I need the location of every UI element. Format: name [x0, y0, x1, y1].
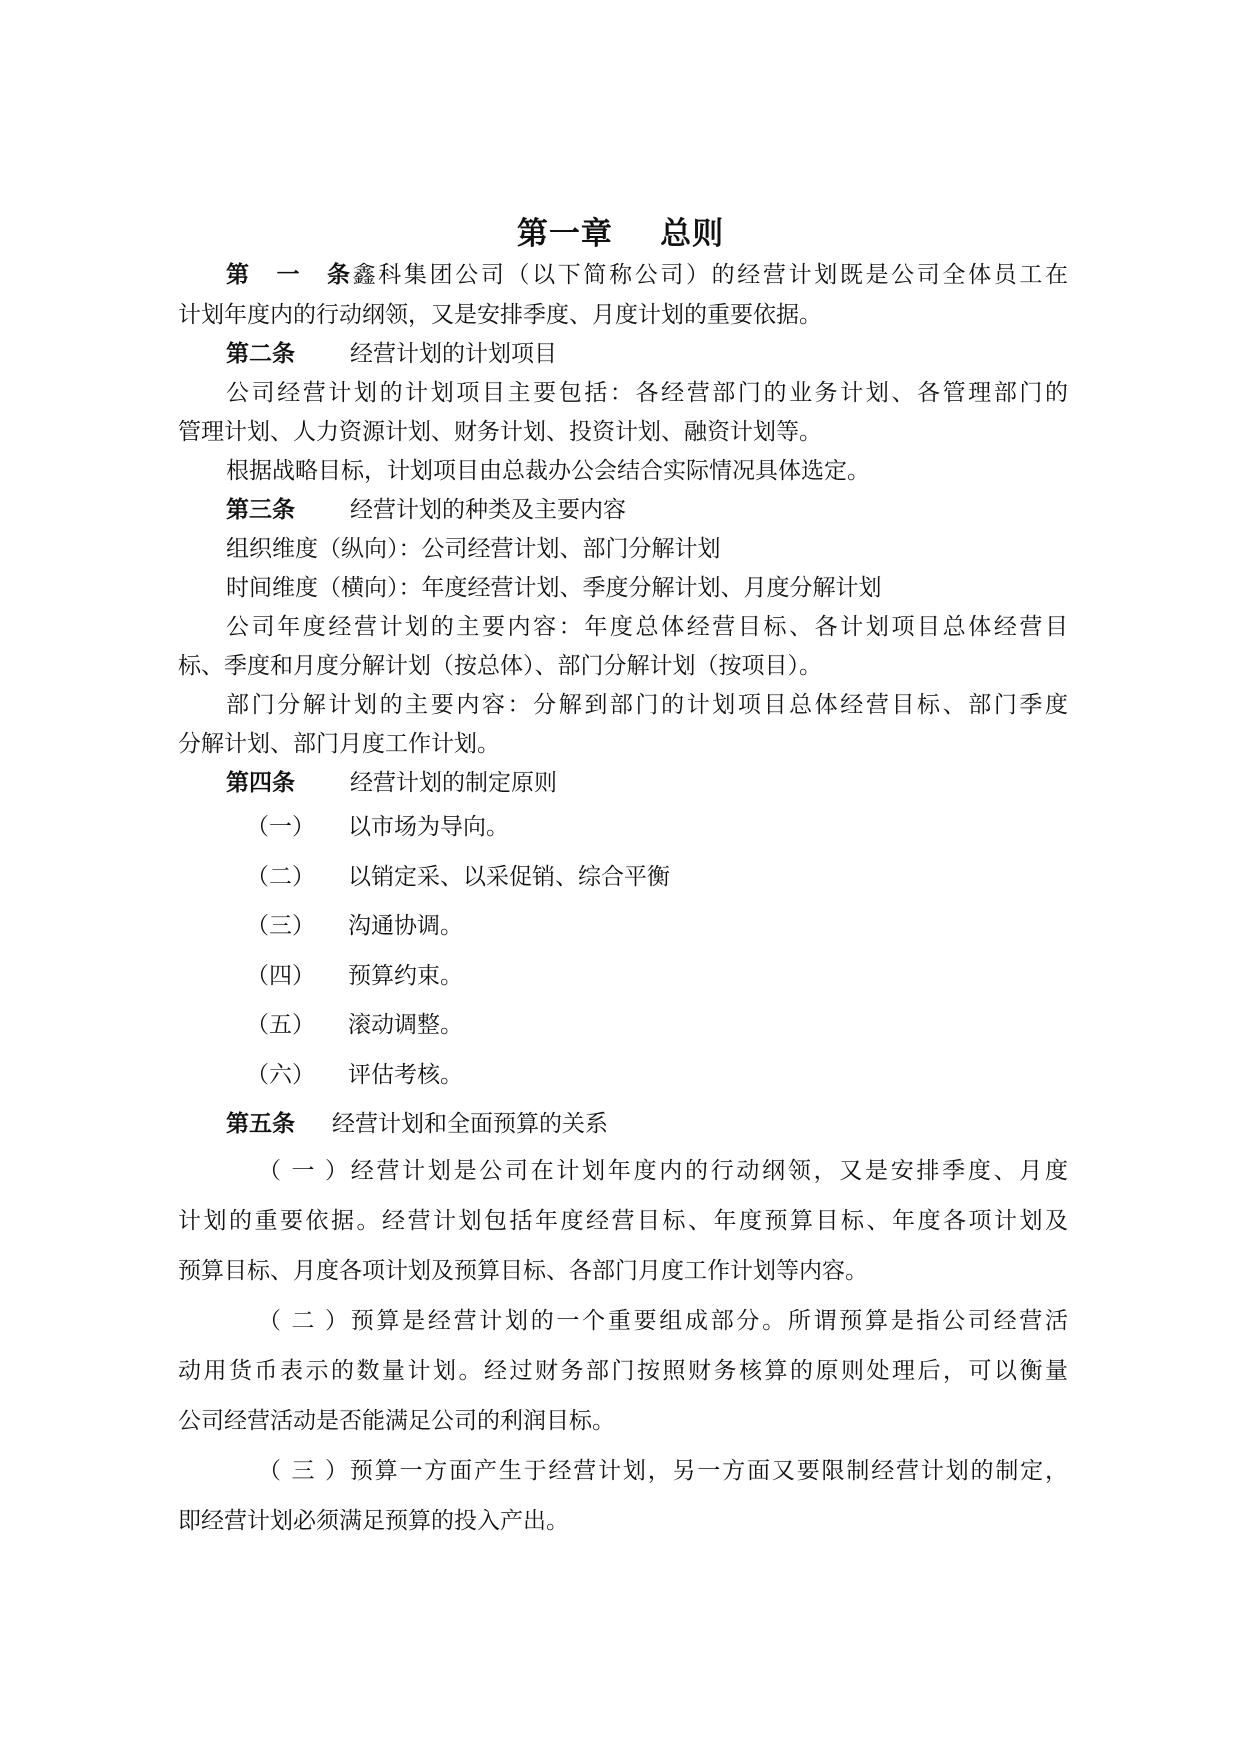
principle-item — [246, 862, 1068, 892]
relation-2-text: 预算是经营计划的一个重要组成部分。所谓预算是指公司经营活 — [348, 1308, 1068, 1334]
article2-p1-line1: 公司经营计划的计划项目主要包括：各经营部门的业务计划、各管理部门的 — [226, 380, 1068, 406]
principle-item — [246, 1010, 1068, 1040]
principle-item — [246, 961, 1068, 991]
principle-text: 滚动调整。 — [348, 1012, 463, 1038]
article4-label: 第四条 — [226, 770, 295, 796]
relation-1-number: （一） — [258, 1158, 348, 1184]
relation-2-number: （二） — [258, 1308, 348, 1334]
relation-3-line1 — [258, 1456, 1068, 1486]
relation-2-line1 — [258, 1306, 1068, 1336]
relation-3-number: （三） — [258, 1458, 348, 1484]
article3-annual-line2: 标、季度和月度分解计划（按总体）、部门分解计划（按项目）。 — [178, 653, 822, 679]
article2-heading-line — [226, 339, 1068, 369]
article3-annual-line1: 公司年度经营计划的主要内容：年度总体经营目标、各计划项目总体经营目 — [226, 614, 1068, 640]
principle-number: （二） — [246, 864, 315, 890]
principle-number: （五） — [246, 1012, 315, 1038]
principle-item — [246, 1060, 1068, 1090]
principle-number: （四） — [246, 963, 315, 989]
principle-number: （三） — [246, 913, 315, 939]
principle-item — [246, 812, 1068, 842]
article1-first-line — [226, 260, 1068, 290]
chapter-title: 第一章 总则 — [516, 216, 725, 252]
principle-text: 以销定采、以采促销、综合平衡 — [348, 864, 670, 890]
article2-heading: 经营计划的计划项目 — [350, 341, 557, 367]
article5-heading-line — [226, 1109, 1068, 1139]
article3-heading: 经营计划的种类及主要内容 — [350, 497, 626, 523]
relation-2-line3: 公司经营活动是否能满足公司的利润目标。 — [178, 1408, 615, 1434]
article2-label: 第二条 — [226, 341, 295, 367]
article4-heading-line — [226, 768, 1068, 798]
relation-1-text: 经营计划是公司在计划年度内的行动纲领，又是安排季度、月度 — [348, 1158, 1068, 1184]
article4-heading: 经营计划的制定原则 — [350, 770, 557, 796]
article1-text-line2: 计划年度内的行动纲领，又是安排季度、月度计划的重要依据。 — [178, 302, 822, 328]
article3-dept-line2: 分解计划、部门月度工作计划。 — [178, 731, 500, 757]
article3-dept-line1: 部门分解计划的主要内容：分解到部门的计划项目总体经营目标、部门季度 — [226, 692, 1068, 718]
article3-org-dimension: 组织维度（纵向）：公司经营计划、部门分解计划 — [226, 536, 721, 562]
article5-heading: 经营计划和全面预算的关系 — [332, 1111, 608, 1137]
principle-text: 以市场为导向。 — [348, 814, 509, 840]
principle-text: 沟通协调。 — [348, 913, 463, 939]
article1-text-line1: 鑫科集团公司（以下简称公司）的经营计划既是公司全体员工在 — [350, 262, 1068, 288]
article3-time-dimension: 时间维度（横向）：年度经营计划、季度分解计划、月度分解计划 — [226, 575, 882, 601]
article1-label: 第一条 — [226, 262, 350, 288]
principle-number: （六） — [246, 1062, 315, 1088]
principle-item — [246, 911, 1068, 941]
principle-text: 预算约束。 — [348, 963, 463, 989]
article3-label: 第三条 — [226, 497, 295, 523]
relation-3-text: 预算一方面产生于经营计划，另一方面又要限制经营计划的制定， — [348, 1458, 1068, 1484]
relation-2-line2: 动用货币表示的数量计划。经过财务部门按照财务核算的原则处理后，可以衡量 — [178, 1358, 1068, 1384]
relation-3-line2: 即经营计划必须满足预算的投入产出。 — [178, 1508, 569, 1534]
article5-label: 第五条 — [226, 1111, 295, 1137]
relation-1-line1 — [258, 1156, 1068, 1186]
relation-1-line3: 预算目标、月度各项计划及预算目标、各部门月度工作计划等内容。 — [178, 1258, 868, 1284]
relation-1-line2: 计划的重要依据。经营计划包括年度经营目标、年度预算目标、年度各项计划及 — [178, 1208, 1068, 1234]
principle-text: 评估考核。 — [348, 1062, 463, 1088]
article3-heading-line — [226, 495, 1068, 525]
principle-number: （一） — [246, 814, 315, 840]
article2-p1-line2: 管理计划、人力资源计划、财务计划、投资计划、融资计划等。 — [178, 419, 822, 445]
article2-p2: 根据战略目标，计划项目由总裁办公会结合实际情况具体选定。 — [226, 458, 870, 484]
